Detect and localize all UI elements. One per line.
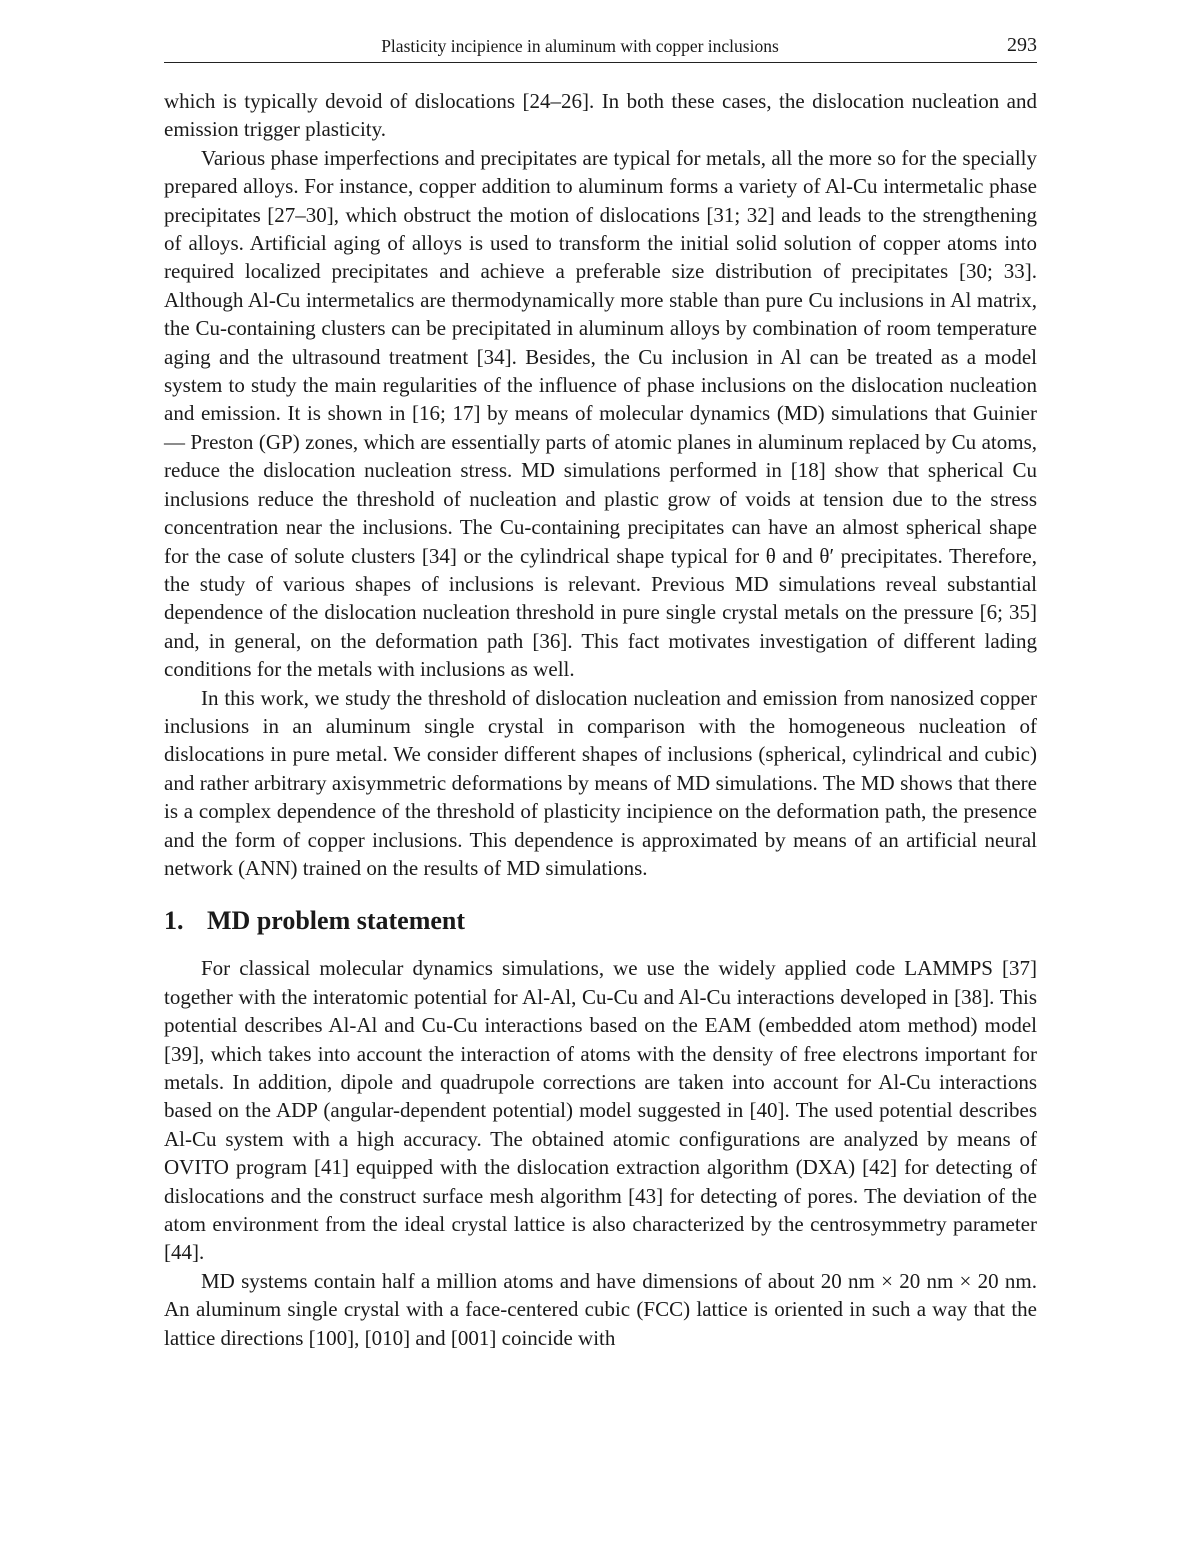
paragraph-md-code: For classical molecular dynamics simulations, we use the widely applied code LAMMPS [37] together with the interatomic potential for Al-Al, Cu-Cu and Al-Cu interactions developed in [38]. This potential describes Al-Al and Cu-Cu interactions based on the EAM (embedded atom method) model [39], which takes into account the interaction of atoms with the density of free electrons important for metals. In addition, dipole and quadrupole corrections are taken into account for Al-Cu interactions based on the ADP (angular-dependent potential) model suggested in [40]. The used potential describes Al-Cu system with a high accuracy. The obtained atomic configurations are analyzed by means of OVITO program [41] equipped with the dislocation extraction algorithm (DXA) [42] for detecting of dislocations and the construct surface mesh algorithm [43] for detecting of pores. The deviation of the atom environment from the ideal crystal lattice is also characterized by the centrosymmetry parameter [44]. bbox=[164, 956, 1037, 1265]
running-header bbox=[164, 34, 1037, 63]
section-number: 1. bbox=[164, 906, 184, 936]
paragraph-this-work: In this work, we study the threshold of dislocation nucleation and emission from nanosized copper inclusions in an aluminum single crystal in comparison with the homogeneous nucleation of dislocations in pure metal. We consider different shapes of inclusions (spherical, cylindrical and cubic) and rather arbitrary axisymmetric deformations by means of MD simulations. The MD shows that there is a complex dependence of the threshold of plasticity incipience on the deformation path, the presence and the form of copper inclusions. This dependence is approximated by means of an artificial neural network (ANN) trained on the results of MD simulations. bbox=[164, 685, 1037, 880]
paragraph-precipitates: Various phase imperfections and precipitates are typical for metals, all the more so for the specially prepared alloys. For instance, copper addition to aluminum forms a variety of Al-Cu intermetalic phase precipitates [27–30], which obstruct the motion of dislocations [31; 32] and leads to the strengthening of alloys. Artificial aging of alloys is used to transform the initial solid solution of copper atoms into required localized precipitates and achieve a preferable size distribution of precipitates [30; 33]. Although Al-Cu intermetalics are thermodynamically more stable than pure Cu inclusions in Al matrix, the Cu-containing clusters can be precipitated in aluminum alloys by combination of room temperature aging and the ultrasound treatment [34]. Besides, the Cu inclusion in Al can be treated as a model system to study the main regularities of the influence of phase inclusions on the dislocation nucleation and emission. It is shown in [16; 17] by means of molecular dynamics (MD) simulations that Guinier — Preston (GP) zones, which are essentially parts of atomic planes in aluminum replaced by Cu atoms, reduce the dislocation nucleation stress. MD simulations performed in [18] show that spherical Cu inclusions reduce the threshold of nucleation and plastic grow of voids at tension due to the stress concentration near the inclusions. The Cu-containing precipitates can have an almost spherical shape for the case of solute clusters [34] or the cylindrical shape typical for θ and θ′ precipitates. Therefore, the study of various shapes of inclusions is relevant. Previous MD simulations reveal substantial dependence of the dislocation nucleation threshold in pure single crystal metals on the pressure [6; 35] and, in general, on the deformation path [36]. This fact motivates investigation of different lading conditions for the metals with inclusions as well. bbox=[164, 145, 1037, 682]
page-number: 293 bbox=[1007, 34, 1037, 56]
section-title: MD problem statement bbox=[207, 906, 466, 936]
body-text bbox=[164, 87, 1037, 1352]
running-title: Plasticity incipience in aluminum with copper inclusions bbox=[381, 36, 779, 56]
paragraph-continued: which is typically devoid of dislocations [24–26]. In both these cases, the dislocation nucleation and emission trigger plasticity. bbox=[164, 89, 1037, 142]
paragraph-md-systems: MD systems contain half a million atoms and have dimensions of about 20 nm × 20 nm × 20 nm. An aluminum single crystal with a face-centered cubic (FCC) lattice is oriented in such a way that the lattice directions [100], [010] and [001] coincide with bbox=[164, 1268, 1037, 1350]
section-heading bbox=[164, 904, 1037, 938]
